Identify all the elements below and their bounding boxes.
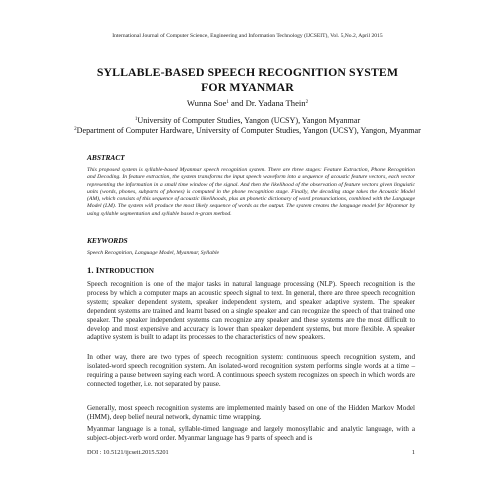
intro-paragraph-1: Speech recognition is one of the major tasks in natural language processing (NLP). Speech recognition is the process by which a computer maps an acoustic speech signal to text. In general, there are three speech recognition system; speaker dependent system, speaker independent system, and speaker adaptive system. The speaker dependent systems are trained and learnt based on a single speaker and can recognize the speech of that trained one speaker. The speaker independent systems can recognize any speaker and these systems are the most difficult to develop and most expensive and accuracy is lower than speaker dependent systems, but more flexible. A speaker adaptive system is built to adapt its processes to the characteristics of new speakers. [87,280,415,342]
abstract-heading: ABSTRACT [87,153,125,162]
affiliation-2 [70,125,425,136]
section-heading-rest: NTRODUCTION [99,267,154,275]
affiliation-1-mark: 1 [134,117,138,122]
section-heading-introduction [87,265,154,275]
section-number: 1. [87,265,96,275]
author-1-mark: 1 [226,100,229,105]
author-2-mark: 2 [305,100,309,105]
title-line-2: FOR MYANMAR [201,80,294,94]
paper-title [40,65,455,95]
keywords-heading: KEYWORDS [87,236,128,245]
journal-header: International Journal of Computer Science, Engineering and Information Technology (IJCSEIT), Vol. 5,No.2, April 2015 [112,33,383,39]
affiliation-1-text: University of Computer Studies, Yangon (UCSY), Yangon Myanmar [137,116,361,125]
keywords-text: Speech Recognition, Language Model, Myanmar, Syllable [87,250,220,256]
intro-paragraph-4: Myanmar language is a tonal, syllable-timed language and largely monosyllabic and analytic language, with a subject-object-verb word order. Myanmar language has 9 parts of speech and is [87,425,415,442]
author-line [0,98,495,108]
author-connector: and Dr. Yadana Thein [228,98,306,108]
section-heading-initial: I [95,265,100,275]
page-number: 1 [411,449,415,456]
intro-paragraph-3: Generally, most speech recognition systems are implemented mainly based on one of the Hidden Markov Model (HMM), deep belief neural network, dynamic time wrapping. [87,404,415,421]
title-line-1: SYLLABLE-BASED SPEECH RECOGNITION SYSTEM [96,65,399,79]
affiliation-2-text: Department of Computer Hardware, University of Computer Studies, Yangon (UCSY), Yangon, Myanmar [76,126,421,135]
affiliation-2-mark: 2 [74,127,77,132]
intro-paragraph-2: In other way, there are two types of speech recognition system: continuous speech recognition system, and isolated-word speech recognition system. An isolated-word recognition system performs single words at a time – requiring a pause between saying each word. A continuous speech system recognizes on speech in which words are connected together, i.e. not separated by pause. [87,353,415,388]
abstract-text: This proposed system is syllable-based Myanmar speech recognition system. There are three stages: Feature Extraction, Phone Recognition and Decoding. In feature extraction, the system transforms the input speech waveform into a sequence of acoustic feature vectors, each vector representing the information in a small time window of the signal. And then the likelihood of the observation of feature vectors given linguistic units (words, phones, subparts of phones) is computed in the phone recognition stage. Finally, the decoding stage takes the Acoustic Model (AM), which consists of this sequence of acoustic likelihoods, plus an phonetic dictionary of word pronunciations, combined with the Language Model (LM). The system will produce the most likely sequence of words as the output. The system creates the language model for Myanmar by using syllable segmentation and syllable based n-gram method. [87,167,415,217]
author-1: Wunna Soe [186,98,227,108]
doi-text: DOI : 10.5121/ijcseit.2015.5201 [87,449,169,456]
